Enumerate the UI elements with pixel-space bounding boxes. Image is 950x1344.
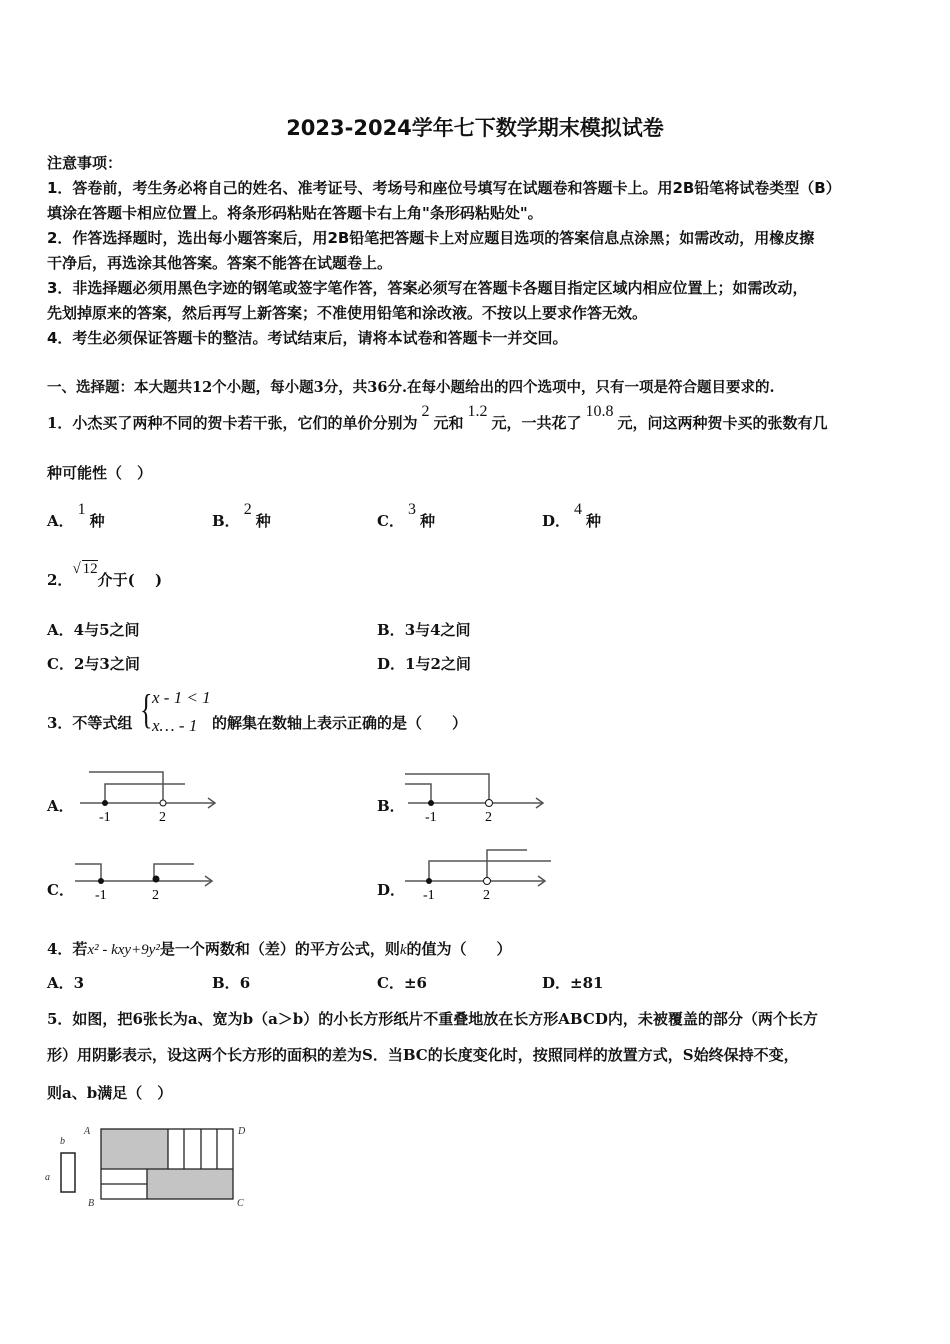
tick-label: 2 [483,888,490,903]
option-label: A． [47,974,74,992]
option-label: B． [212,974,240,992]
q3-option-c-label[interactable]: C． [47,881,74,899]
question-1 [47,403,828,433]
shaded-rect-2 [147,1169,233,1199]
q3-option-a-numberline[interactable] [75,765,225,825]
option-label: C． [47,655,74,673]
q3-option-d-numberline[interactable] [403,845,553,905]
q1-option-b[interactable] [212,501,271,531]
q3-option-b-numberline[interactable] [403,765,553,825]
q4-option-b[interactable] [212,972,250,993]
q2-radical: 12 [82,561,98,577]
label-A: A [84,1126,91,1137]
tick-label: -1 [423,888,435,903]
q4-option-d[interactable] [542,972,603,993]
option-value: 3 [407,501,416,518]
option-text: ±6 [403,974,427,992]
note-line: 1．答卷前，考生务必将自己的姓名、准考证号、考场号和座位号填写在试题卷和答题卡上。用2B铅笔将试卷类型（B） [47,179,841,197]
notes-heading: 注意事项： [47,154,123,172]
q4-expression: x² - kxy+9y² [87,942,160,958]
option-label: A． [47,621,74,639]
question-2 [47,561,163,590]
option-unit: 种 [419,512,435,530]
q4-text: 是一个两数和（差）的平方公式，则 [159,940,400,958]
option-label: B． [212,512,240,530]
page-title: 2023-2024学年七下数学期末模拟试卷 [286,116,664,140]
tick-label: -1 [99,810,111,825]
option-text: 6 [239,974,251,992]
option-label: C． [377,512,404,530]
option-label: C． [377,974,404,992]
tick-label: -1 [425,810,437,825]
label-a: a [45,1172,50,1183]
label-D: D [238,1126,246,1137]
option-label: D． [542,512,571,530]
option-value: 2 [243,501,252,518]
sqrt-icon: √ [72,561,81,577]
q1-price2: 1.2 [467,403,488,420]
q3-option-d-label[interactable]: D． [377,881,406,899]
brace-icon: { [140,686,153,733]
q4-option-c[interactable] [377,972,427,993]
q5-line: 则a、b满足（ ） [47,1084,173,1102]
q1-option-c[interactable] [377,501,435,531]
option-value: 1 [77,501,86,518]
note-line: 3．非选择题必须用黑色字迹的钢笔或签字笔作答，答案必须写在答题卡各题目指定区域内相应位置上；如需改动， [47,279,808,297]
q1-total: 10.8 [585,403,614,420]
q5-line: 形）用阴影表示，设这两个长方形的面积的差为S．当BC的长度变化时，按照同样的放置方式，S始终保持不变， [47,1046,799,1064]
q3-option-b-label[interactable]: B． [377,797,405,815]
q3-inequality-2: x… - 1 [152,716,198,735]
q3-text: 的解集在数轴上表示正确的是（ ） [212,714,468,732]
q4-text: 的值为（ ） [406,940,512,958]
option-text: 4与5之间 [73,621,140,639]
sqrt-radicand [72,560,98,577]
option-text: 2与3之间 [73,655,140,673]
q3-text: 3．不等式组 [47,714,133,732]
label-b: b [60,1136,65,1147]
option-text: 1与2之间 [405,655,471,673]
q1-option-d[interactable] [542,501,602,531]
note-line: 4．考生必须保证答题卡的整洁。考试结束后，请将本试卷和答题卡一并交回。 [47,329,568,347]
label-C: C [237,1198,244,1209]
q1-line2: 种可能性（ ） [47,464,153,482]
q2-option-c[interactable] [47,653,140,674]
small-rectangle [61,1153,75,1192]
note-line: 先划掉原来的答案，然后再写上新答案；不准使用铅笔和涂改液。不按以上要求作答无效。 [47,304,648,322]
note-line: 2．作答选择题时，选出每小题答案后，用2B铅笔把答题卡上对应题目选项的答案信息点涂黑；如需改动，用橡皮擦 [47,229,815,247]
q1-text: 元和 [433,414,464,432]
q1-text: 1．小杰买了两种不同的贺卡若干张，它们的单价分别为 [47,414,418,432]
q2-text: 介于( ) [97,571,163,589]
note-line: 填涂在答题卡相应位置上。将条形码粘贴在答题卡右上角"条形码粘贴处"。 [47,204,543,222]
tick-label: 2 [159,810,166,825]
label-B: B [88,1198,95,1209]
q2-option-b[interactable] [377,619,471,640]
tick-label: 2 [485,810,492,825]
q5-line: 5．如图，把6张长为a、宽为b（a＞b）的小长方形纸片不重叠地放在长方形ABCD内，未被覆盖的部分（两个长方 [47,1010,818,1028]
option-label: B． [377,621,405,639]
q1-option-a[interactable] [47,501,105,531]
question-4 [47,938,512,959]
option-label: A． [47,512,74,530]
q4-variable: k [399,942,407,958]
q5-figure [40,1120,260,1215]
q2-option-a[interactable] [47,619,140,640]
option-value: 4 [574,501,583,518]
option-text: 3与4之间 [404,621,471,639]
note-line: 干净后，再选涂其他答案。答案不能答在试题卷上。 [47,254,393,272]
q3-option-a-label[interactable]: A． [47,797,74,815]
q2-number: 2． [47,571,73,589]
q4-option-a[interactable] [47,972,84,993]
section-heading: 一、选择题：本大题共12个小题，每小题3分，共36分.在每小题给出的四个选项中，只有一项是符合题目要求的. [47,379,775,396]
shaded-rect-1 [101,1129,168,1169]
tick-label: 2 [152,888,159,903]
option-unit: 种 [255,512,271,530]
option-label: D． [542,974,571,992]
tick-label: -1 [95,888,107,903]
q1-text: 元，一共花了 [491,414,582,432]
option-unit: 种 [586,512,602,530]
q3-option-c-numberline[interactable] [70,855,220,905]
option-text: ±81 [570,974,604,992]
q4-text: 4．若 [47,940,88,958]
option-label: D． [377,655,406,673]
q1-text: 元，问这两种贺卡买的张数有几 [617,414,828,432]
option-unit: 种 [89,512,105,530]
q1-price1: 2 [421,403,430,420]
q2-option-d[interactable] [377,653,471,674]
option-text: 3 [73,974,85,992]
q3-inequality-1: x - 1 < 1 [152,688,211,707]
